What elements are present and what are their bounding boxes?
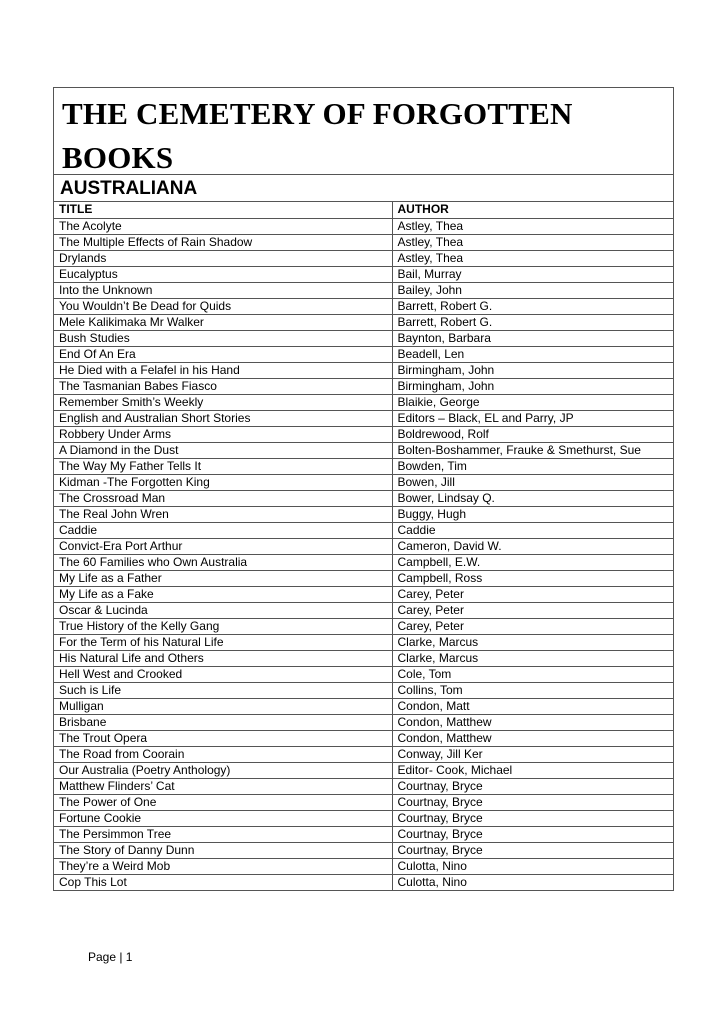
table-row (54, 538, 673, 554)
book-title-cell: The Persimmon Tree (54, 826, 392, 842)
book-author-cell: Courtnay, Bryce (392, 778, 673, 794)
column-header-title: TITLE (54, 202, 392, 218)
table-row (54, 426, 673, 442)
table-row (54, 266, 673, 282)
book-author-cell: Conway, Jill Ker (392, 746, 673, 762)
book-title-cell: Fortune Cookie (54, 810, 392, 826)
title-cell (54, 88, 673, 175)
book-title-cell: English and Australian Short Stories (54, 410, 392, 426)
book-title-cell: You Wouldn’t Be Dead for Quids (54, 298, 392, 314)
book-author-cell: Campbell, Ross (392, 570, 673, 586)
table-row (54, 218, 673, 234)
book-author-cell: Astley, Thea (392, 250, 673, 266)
book-author-cell: Blaikie, George (392, 394, 673, 410)
book-title-cell: The Road from Coorain (54, 746, 392, 762)
table-row (54, 586, 673, 602)
book-author-cell: Buggy, Hugh (392, 506, 673, 522)
book-author-cell: Carey, Peter (392, 586, 673, 602)
book-title-cell: Robbery Under Arms (54, 426, 392, 442)
book-title-cell: The 60 Families who Own Australia (54, 554, 392, 570)
table-row (54, 650, 673, 666)
book-title-cell: The Tasmanian Babes Fiasco (54, 378, 392, 394)
table-row (54, 698, 673, 714)
book-author-cell: Bowen, Jill (392, 474, 673, 490)
book-author-cell: Collins, Tom (392, 682, 673, 698)
table-row (54, 346, 673, 362)
table-body (54, 218, 673, 890)
table-row (54, 826, 673, 842)
table-row (54, 634, 673, 650)
book-title-cell: Eucalyptus (54, 266, 392, 282)
table-row (54, 282, 673, 298)
table-row (54, 682, 673, 698)
table-row (54, 410, 673, 426)
book-author-cell: Bailey, John (392, 282, 673, 298)
book-author-cell: Courtnay, Bryce (392, 842, 673, 858)
book-author-cell: Astley, Thea (392, 234, 673, 250)
book-author-cell: Courtnay, Bryce (392, 794, 673, 810)
book-list-table-frame (53, 87, 674, 891)
book-author-cell: Condon, Matt (392, 698, 673, 714)
table-row (54, 810, 673, 826)
book-title-cell: The Power of One (54, 794, 392, 810)
book-author-cell: Clarke, Marcus (392, 650, 673, 666)
table-row (54, 378, 673, 394)
book-author-cell: Beadell, Len (392, 346, 673, 362)
book-title-cell: Kidman -The Forgotten King (54, 474, 392, 490)
table-row (54, 554, 673, 570)
book-title-cell: They’re a Weird Mob (54, 858, 392, 874)
book-author-cell: Editors – Black, EL and Parry, JP (392, 410, 673, 426)
book-author-cell: Birmingham, John (392, 362, 673, 378)
book-title-cell: Oscar & Lucinda (54, 602, 392, 618)
book-author-cell: Astley, Thea (392, 218, 673, 234)
book-author-cell: Condon, Matthew (392, 730, 673, 746)
book-title-cell: My Life as a Fake (54, 586, 392, 602)
section-heading: AUSTRALIANA (60, 178, 198, 199)
table-row (54, 666, 673, 682)
book-title-cell: The Multiple Effects of Rain Shadow (54, 234, 392, 250)
book-author-cell: Barrett, Robert G. (392, 298, 673, 314)
table-row (54, 618, 673, 634)
book-title-cell: True History of the Kelly Gang (54, 618, 392, 634)
section-cell (54, 175, 673, 202)
book-title-cell: The Acolyte (54, 218, 392, 234)
book-author-cell: Clarke, Marcus (392, 634, 673, 650)
book-title-cell: End Of An Era (54, 346, 392, 362)
book-title-cell: A Diamond in the Dust (54, 442, 392, 458)
book-title-cell: The Story of Danny Dunn (54, 842, 392, 858)
table-row (54, 474, 673, 490)
table-row (54, 730, 673, 746)
table-row (54, 874, 673, 890)
book-author-cell: Culotta, Nino (397, 874, 467, 889)
page-number: Page | 1 (88, 950, 133, 964)
book-title-cell: Mulligan (54, 698, 392, 714)
book-author-cell: Bolten-Boshammer, Frauke & Smethurst, Sue (392, 442, 673, 458)
book-title-cell: Mele Kalikimaka Mr Walker (54, 314, 392, 330)
book-author-cell: Campbell, E.W. (392, 554, 673, 570)
book-author-cell: Cameron, David W. (392, 538, 673, 554)
table-header-row (54, 202, 673, 218)
table-row (54, 458, 673, 474)
book-title-cell: Caddie (54, 522, 392, 538)
book-title-cell: Hell West and Crooked (54, 666, 392, 682)
book-title-cell: He Died with a Felafel in his Hand (54, 362, 392, 378)
book-title-cell: My Life as a Father (54, 570, 392, 586)
table-row (54, 298, 673, 314)
book-title-cell: For the Term of his Natural Life (54, 634, 392, 650)
book-title-cell: Such is Life (54, 682, 392, 698)
book-author-cell: Birmingham, John (392, 378, 673, 394)
book-title-cell: Brisbane (54, 714, 392, 730)
table-row (54, 794, 673, 810)
column-header-author: AUTHOR (392, 202, 673, 218)
book-author-cell: Caddie (392, 522, 673, 538)
table-row (54, 570, 673, 586)
table-row (54, 442, 673, 458)
table-row (54, 714, 673, 730)
table-row (54, 490, 673, 506)
table-row (54, 250, 673, 266)
book-table (54, 202, 673, 890)
book-author-cell: Bail, Murray (392, 266, 673, 282)
table-row (54, 362, 673, 378)
book-title-cell: His Natural Life and Others (54, 650, 392, 666)
book-title-cell: Bush Studies (54, 330, 392, 346)
book-title-cell: Our Australia (Poetry Anthology) (54, 762, 392, 778)
book-author-cell: Barrett, Robert G. (392, 314, 673, 330)
book-title-cell: Convict-Era Port Arthur (54, 538, 392, 554)
book-title-cell: Into the Unknown (54, 282, 392, 298)
table-row (54, 762, 673, 778)
book-author-cell: Bowden, Tim (392, 458, 673, 474)
book-author-cell: Cole, Tom (392, 666, 673, 682)
table-row (54, 314, 673, 330)
book-author-cell: Courtnay, Bryce (392, 826, 673, 842)
table-row (54, 394, 673, 410)
table-row (54, 778, 673, 794)
book-title-cell: The Trout Opera (54, 730, 392, 746)
table-row (54, 522, 673, 538)
table-row (54, 330, 673, 346)
book-author-cell: Culotta, Nino (392, 858, 673, 874)
table-row (54, 234, 673, 250)
table-row (54, 746, 673, 762)
book-title-cell: Cop This Lot (54, 874, 392, 890)
book-title-cell: Drylands (54, 250, 392, 266)
table-row (54, 842, 673, 858)
book-title-cell: The Real John Wren (54, 506, 392, 522)
book-author-cell: Boldrewood, Rolf (392, 426, 673, 442)
book-author-cell: Bower, Lindsay Q. (392, 490, 673, 506)
document-title: THE CEMETERY OF FORGOTTEN BOOKS (62, 96, 573, 175)
book-title-cell: The Way My Father Tells It (54, 458, 392, 474)
table-row (54, 858, 673, 874)
book-title-cell: The Crossroad Man (54, 490, 392, 506)
book-author-cell: Courtnay, Bryce (392, 810, 673, 826)
book-author-cell: Condon, Matthew (392, 714, 673, 730)
book-author-cell: Carey, Peter (392, 602, 673, 618)
book-author-cell: Carey, Peter (392, 618, 673, 634)
book-title-cell: Remember Smith’s Weekly (54, 394, 392, 410)
book-author-cell: Baynton, Barbara (392, 330, 673, 346)
book-author-cell: Editor- Cook, Michael (392, 762, 673, 778)
table-row (54, 506, 673, 522)
table-row (54, 602, 673, 618)
book-title-cell: Matthew Flinders’ Cat (54, 778, 392, 794)
